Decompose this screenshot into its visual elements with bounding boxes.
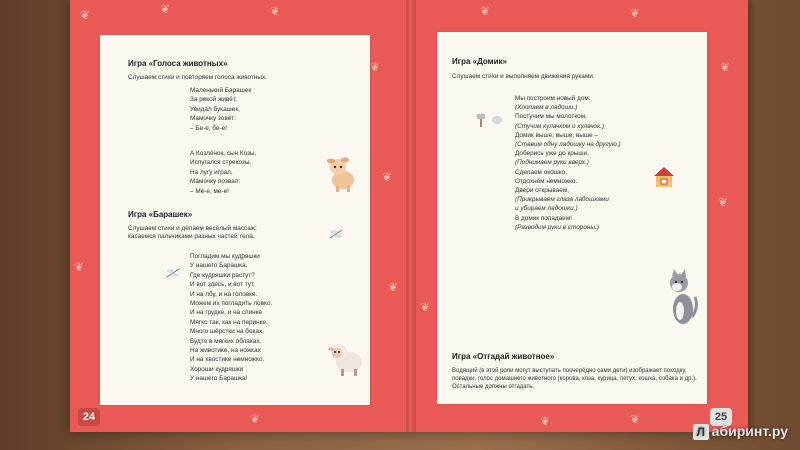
game-title-guess-animal: Игра «Отгадай животное» bbox=[452, 352, 555, 361]
house-icon bbox=[653, 166, 675, 188]
leaf-ornament: ❦ bbox=[250, 412, 261, 426]
leaf-ornament: ❦ bbox=[382, 170, 393, 184]
poem-line: (Ставим одну ладошку на другую.) bbox=[515, 141, 621, 149]
left-page-panel bbox=[100, 35, 370, 405]
leaf-ornament: ❦ bbox=[630, 6, 641, 20]
leaf-ornament: ❦ bbox=[388, 280, 399, 294]
poem-line: (Стучим кулачком о кулачок.) bbox=[515, 122, 605, 130]
game-instructions: Слушаем стихи и делаем весёлый массаж: касаемся пальчиками разных частей тела. bbox=[128, 225, 257, 241]
leaf-ornament: ❦ bbox=[160, 2, 171, 16]
book-spine bbox=[406, 0, 416, 432]
poem-lamb: Маленький Барашек За рекой живёт. Увидал букашек, Мамочку зовёт: – Бе-е, бе-е! bbox=[190, 87, 252, 132]
poem-line: (Разводим руки в стороны.) bbox=[515, 223, 599, 231]
poem-line: (Хлопаем в ладоши.) bbox=[515, 104, 578, 112]
game-title-lamb: Игра «Барашек» bbox=[128, 210, 193, 219]
poem-line: Сделаем окошко. bbox=[515, 168, 567, 176]
poem-line: (Прикрываем глаза ладошками bbox=[515, 196, 609, 204]
watermark-logo bbox=[693, 423, 788, 440]
poem-line: Отдохнём немножко. bbox=[515, 177, 578, 185]
labyrinth-logo-icon: Л bbox=[693, 424, 709, 440]
leaf-ornament: ❦ bbox=[480, 4, 491, 18]
poem-stroke-lamb: Погладим мы кудряшки У нашего Барашка. Где кудряшки растут? И вот здесь, и вот тут. И на лбу, и на головке. Можем их погладить ловко. И на грудке, и на спинке Мягко так, как на перинке. Много шёрстки на боках, Будто в мягких облаках. На животике, на ножках И на хвостике немножко. Хороши кудряшки У нашего Барашка! bbox=[190, 253, 273, 383]
poem-line: и убираем ладошки.) bbox=[515, 205, 578, 213]
kid-goat-illustration bbox=[325, 153, 359, 193]
leaf-ornament: ❦ bbox=[540, 414, 551, 428]
game-title-animal-voices: Игра «Голоса животных» bbox=[128, 59, 228, 68]
poem-line: В домик попадаем! bbox=[515, 214, 572, 222]
dragonfly-icon bbox=[328, 228, 344, 240]
watermark-text: абиринт.ру bbox=[711, 423, 788, 439]
cat-illustration bbox=[665, 267, 699, 327]
page-number-right: 25 bbox=[710, 408, 732, 426]
dragonfly-icon bbox=[165, 267, 181, 279]
leaf-ornament: ❦ bbox=[370, 60, 381, 74]
leaf-ornament: ❦ bbox=[630, 412, 641, 426]
game-instructions: Водящий (в этой роли могут выступать поочерёдно сами дети) изображает походку, повадки, голос домашнего животного (корова, коза, курица, петух, кошка, собака и др.). Остальные должны отгадать. bbox=[452, 368, 697, 390]
leaf-ornament: ❦ bbox=[720, 60, 731, 74]
leaf-ornament: ❦ bbox=[718, 195, 729, 209]
poem-line: Двери открываем, bbox=[515, 187, 569, 195]
game-instructions: Слушаем стихи и повторяем голоса животных. bbox=[128, 74, 267, 81]
hammer-illustration bbox=[475, 112, 503, 128]
poem-house bbox=[515, 94, 621, 232]
poem-line: Домик выше, выше, выше – bbox=[515, 131, 598, 139]
leaf-ornament: ❦ bbox=[270, 4, 281, 18]
poem-kid-goat: А Козлёнок, сын Козы, Испугался стрекозы. На лугу играл, Мамочку позвал: – Ме-е, ме-е! bbox=[190, 150, 257, 195]
game-title-house: Игра «Домик» bbox=[452, 57, 507, 66]
leaf-ornament: ❦ bbox=[420, 300, 431, 314]
page-number-left: 24 bbox=[78, 408, 100, 426]
poem-line: (Поднимаем руки вверх.) bbox=[515, 159, 589, 167]
leaf-ornament: ❦ bbox=[80, 8, 91, 22]
open-book bbox=[70, 0, 748, 432]
game-instructions: Слушаем стихи и выполняем движения руками. bbox=[452, 73, 595, 80]
poem-line: Постучим мы молотком. bbox=[515, 113, 587, 121]
poem-line: Доберись уже до крыши. bbox=[515, 150, 589, 158]
poem-line: Мы построим новый дом. bbox=[515, 95, 591, 102]
leaf-ornament: ❦ bbox=[74, 260, 85, 274]
lamb-illustration bbox=[327, 338, 367, 378]
right-page-panel bbox=[437, 32, 707, 404]
